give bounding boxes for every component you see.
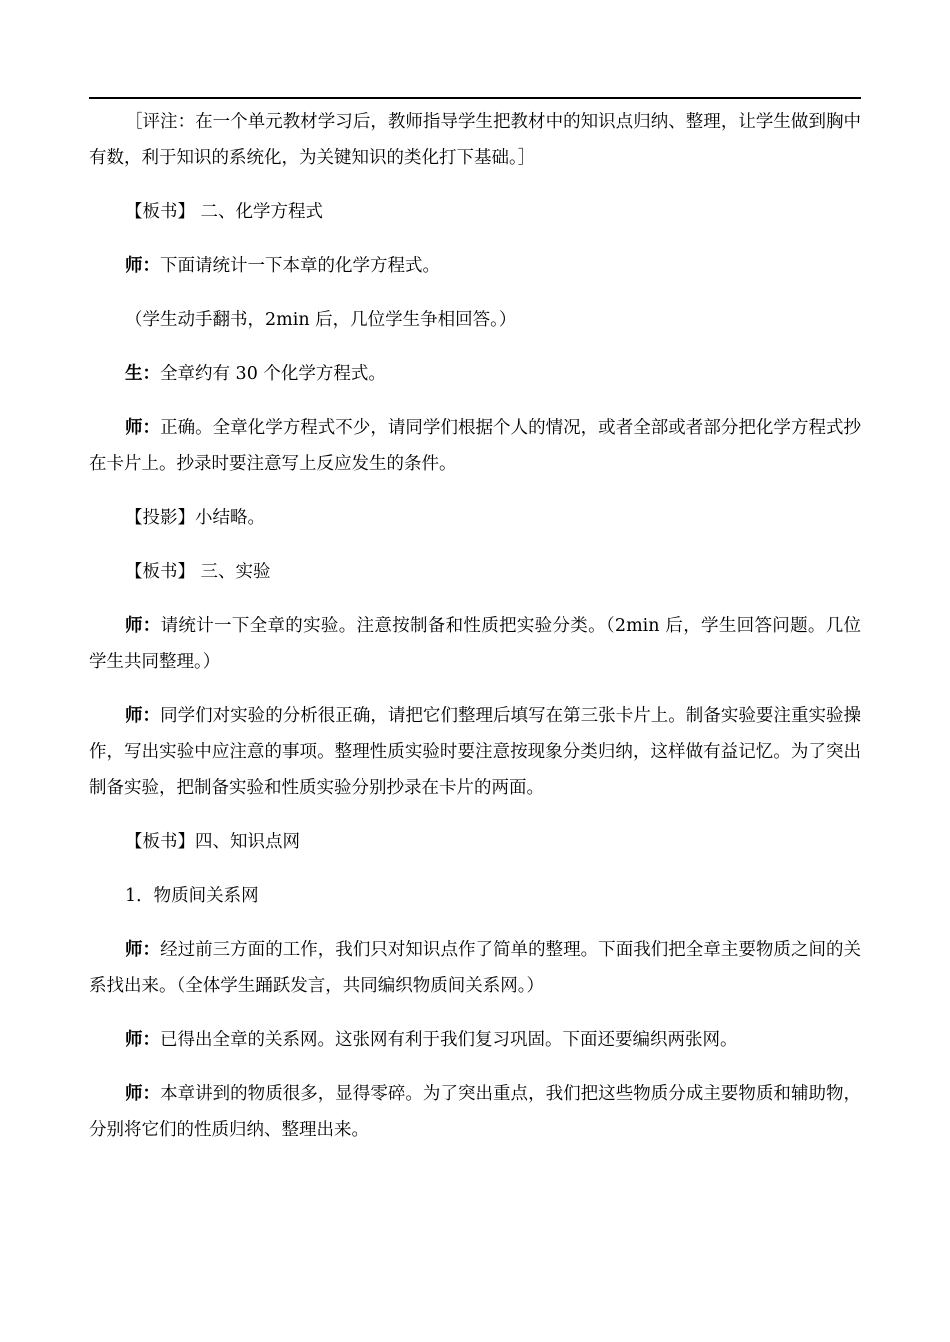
paragraph-teacher-5 [89,932,861,1004]
paragraph-text: 正确。全章化学方程式不少，请同学们根据个人的情况，或者全部或者部分把化学方程式抄在卡片上。抄录时要注意写上反应发生的条件。 [89,418,862,474]
paragraph-text: 下面请统计一下本章的化学方程式。 [160,256,440,276]
commentary-note [89,104,861,176]
paragraph-text: 请统计一下全章的实验。注意按制备和性质把实验分类。（2min 后，学生回答问题。几位学生共同整理。） [89,616,862,672]
speaker-label: 师： [125,256,160,276]
paragraph-student-1 [89,356,861,392]
paragraph-teacher-6 [89,1022,861,1058]
paragraph-teacher-3 [89,608,861,680]
paragraph-text: 【板书】 二、化学方程式 [125,202,324,222]
speaker-label: 师： [125,940,161,960]
paragraph-text: 经过前三方面的工作，我们只对知识点作了简单的整理。下面我们把全章主要物质之间的关系找出来。（全体学生踊跃发言，共同编织物质间关系网。） [89,940,862,996]
paragraph-text: 【投影】小结略。 [125,508,265,528]
speaker-label: 师： [125,616,161,636]
paragraph-teacher-7 [89,1076,861,1148]
paragraph-teacher-1 [89,248,861,284]
speaker-label: 师： [125,706,161,726]
speaker-label: 师： [125,418,161,438]
paragraph-teacher-4 [89,698,861,806]
speaker-label: 师： [125,1030,160,1050]
paragraph-text: 【板书】 三、实验 [125,562,271,582]
paragraph-text: 同学们对实验的分析很正确，请把它们整理后填写在第三张卡片上。制备实验要注重实验操作，写出实验中应注意的事项。整理性质实验时要注意按现象分类归纳，这样做有益记忆。为了突出制备实验，把制备实验和性质实验分别抄录在卡片的两面。 [89,706,862,798]
paragraph-teacher-2 [89,410,861,482]
speaker-label: 师： [125,1084,161,1104]
paragraph-board-4 [89,824,861,860]
paragraph-text: 全章约有 30 个化学方程式。 [160,364,386,384]
paragraph-text: 本章讲到的物质很多，显得零碎。为了突出重点，我们把这些物质分成主要物质和辅助物，分别将它们的性质归纳、整理出来。 [89,1084,862,1140]
paragraph-stage-direction [89,302,861,338]
commentary-note-text: ［评注：在一个单元教材学习后，教师指导学生把教材中的知识点归纳、整理，让学生做到胸中有数，利于知识的系统化，为关键知识的类化打下基础。］ [89,112,861,168]
paragraph-text: 已得出全章的关系网。这张网有利于我们复习巩固。下面还要编织两张网。 [160,1030,738,1050]
paragraph-board-2 [89,194,861,230]
top-rule [89,97,861,99]
speaker-label: 生： [125,364,160,384]
document-body [89,104,861,1148]
paragraph-text: （学生动手翻书，2min 后，几位学生争相回答。） [125,310,517,330]
paragraph-text: 1．物质间关系网 [125,886,259,906]
paragraph-subheading [89,878,861,914]
paragraph-projection [89,500,861,536]
paragraph-text: 【板书】四、知识点网 [125,832,300,852]
paragraph-board-3 [89,554,861,590]
